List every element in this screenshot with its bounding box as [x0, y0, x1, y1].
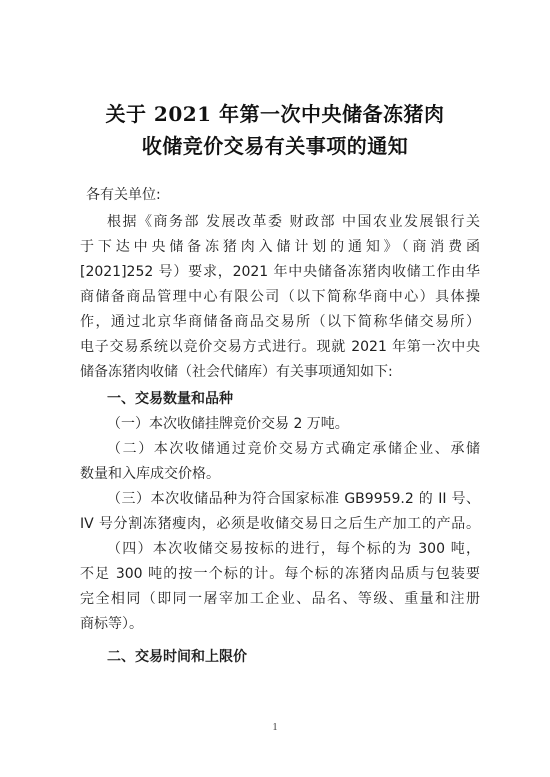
- body-line: 数量和入库成交价格。: [80, 466, 220, 482]
- body-line: （二）本次收储通过竞价交易方式确定承储企业、承储: [107, 441, 480, 457]
- body-line: （一）本次收储挂牌竞价交易 2 万吨。: [107, 416, 349, 432]
- salutation: 各有关单位:: [86, 187, 161, 203]
- body-line: 不足 300 吨的按一个标的计。每个标的冻猪肉品质与包装要: [80, 566, 480, 582]
- body-line: 储备冻猪肉收储（社会代储库）有关事项通知如下:: [80, 364, 393, 380]
- section-heading: 二、交易时间和上限价: [107, 649, 247, 665]
- document-title-line1: 关于 2021 年第一次中央储备冻猪肉: [105, 102, 445, 126]
- body-line: 电子交易系统以竞价交易方式进行。现就 2021 年第一次中央: [80, 339, 480, 355]
- body-line: 根据《商务部 发展改革委 财政部 中国农业发展银行关: [107, 214, 480, 230]
- body-line: 于下达中央储备冻猪肉入储计划的通知》（商消费函: [80, 239, 480, 255]
- page-number: 1: [272, 722, 278, 733]
- body-line: 商标等）。: [80, 616, 143, 632]
- body-line: [2021]252 号）要求，2021 年中央储备冻猪肉收储工作由华: [80, 264, 480, 280]
- document-title-line2: 收储竞价交易有关事项的通知: [141, 134, 409, 158]
- body-line: 商储备商品管理中心有限公司（以下简称华商中心）具体操: [80, 289, 480, 305]
- section-heading: 一、交易数量和品种: [107, 391, 233, 407]
- body-line: IV 号分割冻猪瘦肉，必须是收储交易日之后生产加工的产品。: [80, 516, 480, 532]
- body-line: 作，通过北京华商储备商品交易所（以下简称华储交易所）: [80, 314, 480, 330]
- body-line: 完全相同（即同一屠宰加工企业、品名、等级、重量和注册: [80, 591, 480, 607]
- body-line: （三）本次收储品种为符合国家标准 GB9959.2 的 II 号、: [107, 491, 480, 507]
- body-line: （四）本次收储交易按标的进行，每个标的为 300 吨，: [107, 541, 480, 557]
